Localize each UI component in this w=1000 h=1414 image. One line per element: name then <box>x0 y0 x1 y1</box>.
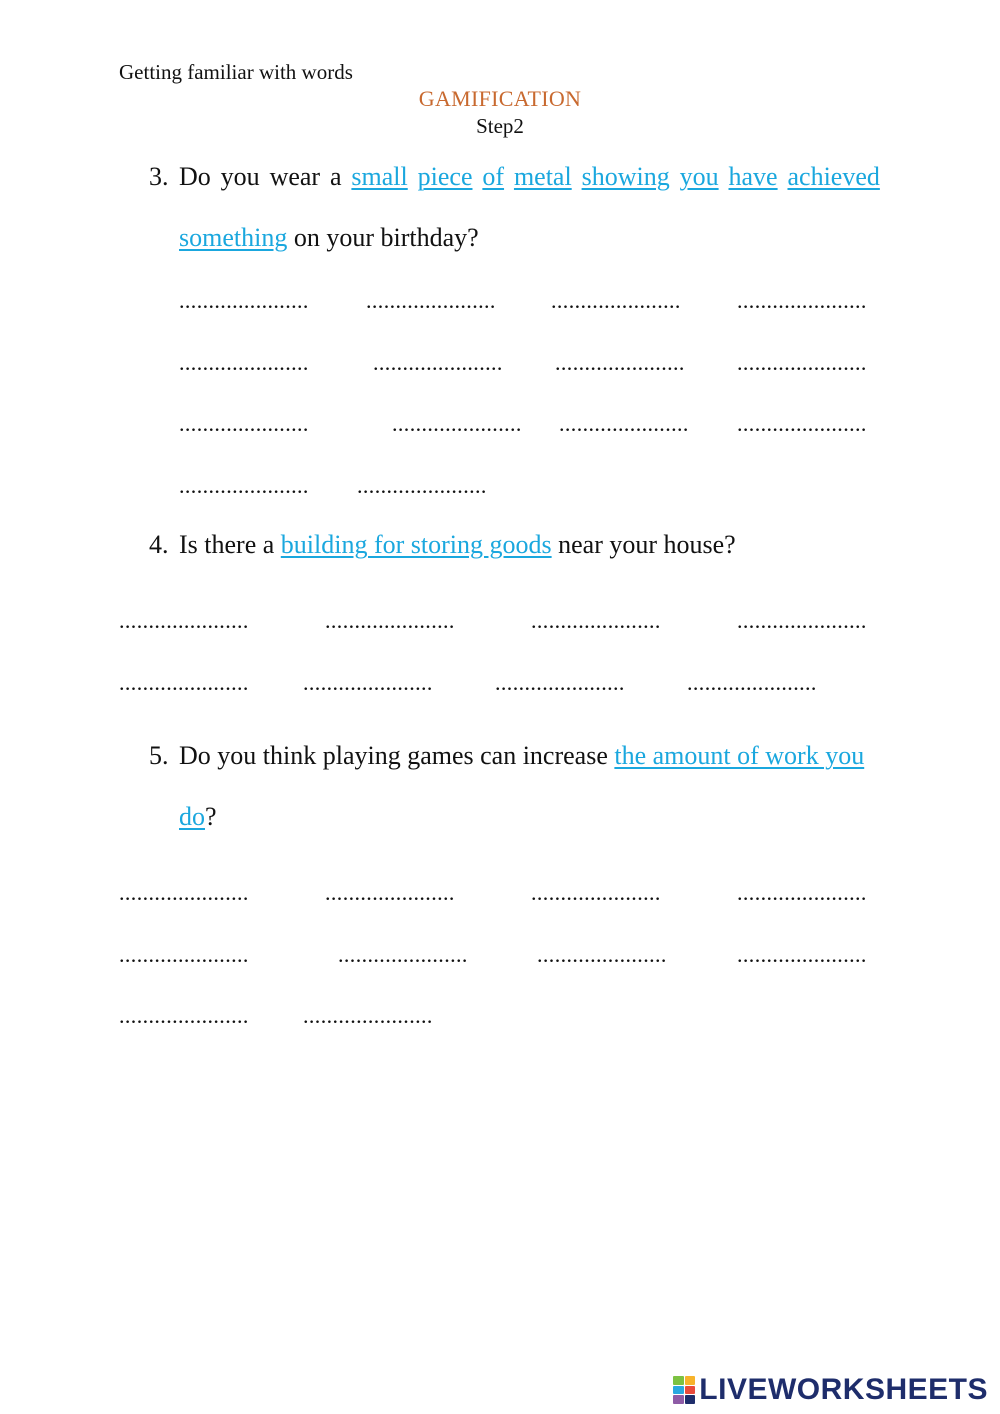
answer-blank[interactable]: ...................... <box>687 670 817 695</box>
answer-blank[interactable]: ...................... <box>737 288 867 313</box>
question-3-link-word[interactable]: you <box>679 162 719 191</box>
question-5-line-1 <box>179 741 864 771</box>
logo-text: LIVEWORKSHEETS <box>699 1373 988 1406</box>
answer-blank[interactable]: ...................... <box>179 411 309 436</box>
question-4-link[interactable]: building for storing goods <box>280 530 552 559</box>
answer-blank[interactable]: ...................... <box>392 411 522 436</box>
question-5-link-end[interactable]: do <box>179 802 205 831</box>
page-subtitle: Step2 <box>476 114 524 138</box>
answer-blank[interactable]: ...................... <box>531 608 661 633</box>
answer-blank[interactable]: ...................... <box>555 350 685 375</box>
question-3-link-word[interactable]: of <box>482 162 505 191</box>
answer-blank[interactable]: ...................... <box>325 880 455 905</box>
answer-blank[interactable]: ...................... <box>119 1003 249 1028</box>
question-5-line-2 <box>179 802 217 832</box>
question-3-text-end: on your birthday? <box>287 223 479 252</box>
question-3-word: a <box>329 162 342 191</box>
answer-blank[interactable]: ...................... <box>119 942 249 967</box>
question-4-text-start: Is there a <box>179 530 281 559</box>
answer-blank[interactable]: ...................... <box>531 880 661 905</box>
question-3-line-2 <box>179 223 479 253</box>
liveworksheets-logo[interactable] <box>673 1372 988 1408</box>
answer-blank[interactable]: ...................... <box>737 411 867 436</box>
question-3-word: you <box>220 162 260 191</box>
answer-blank[interactable]: ...................... <box>179 288 309 313</box>
question-3-link-word[interactable]: have <box>728 162 778 191</box>
answer-blank[interactable]: ...................... <box>325 608 455 633</box>
answer-blank[interactable]: ...................... <box>303 670 433 695</box>
answer-blank[interactable]: ...................... <box>559 411 689 436</box>
answer-blank[interactable]: ...................... <box>737 942 867 967</box>
question-3-link-word[interactable]: piece <box>417 162 473 191</box>
liveworksheets-logo-icon <box>673 1376 695 1404</box>
question-3-word: Do <box>179 162 211 191</box>
answer-blank[interactable]: ...................... <box>737 350 867 375</box>
answer-blank[interactable]: ...................... <box>119 880 249 905</box>
question-3-word: wear <box>269 162 321 191</box>
answer-blank[interactable]: ...................... <box>119 608 249 633</box>
answer-blank[interactable]: ...................... <box>357 473 487 498</box>
question-4-text-end: near your house? <box>551 530 736 559</box>
question-3-link-word[interactable]: achieved <box>787 162 880 191</box>
question-5-number: 5. <box>149 741 169 770</box>
question-4-number: 4. <box>149 530 169 559</box>
answer-blank[interactable]: ...................... <box>338 942 468 967</box>
answer-blank[interactable]: ...................... <box>373 350 503 375</box>
answer-blank[interactable]: ...................... <box>737 608 867 633</box>
answer-blank[interactable]: ...................... <box>303 1003 433 1028</box>
question-3-link-word[interactable]: showing <box>581 162 670 191</box>
question-3-link-end[interactable]: something <box>179 223 288 252</box>
question-5-link[interactable]: the amount of work you <box>614 741 865 770</box>
answer-blank[interactable]: ...................... <box>119 670 249 695</box>
answer-blank[interactable]: ...................... <box>737 880 867 905</box>
answer-blank[interactable]: ...................... <box>551 288 681 313</box>
question-3-number: 3. <box>149 162 169 191</box>
question-5-text-end: ? <box>205 802 217 831</box>
answer-blank[interactable]: ...................... <box>366 288 496 313</box>
question-3-line-1 <box>179 162 880 192</box>
page-title: GAMIFICATION <box>418 86 582 111</box>
question-5-text-start: Do you think playing games can increase <box>179 741 615 770</box>
question-4-text <box>179 530 736 560</box>
question-3-link-word[interactable]: metal <box>513 162 572 191</box>
question-3-link-word[interactable]: small <box>351 162 408 191</box>
answer-blank[interactable]: ...................... <box>495 670 625 695</box>
answer-blank[interactable]: ...................... <box>537 942 667 967</box>
answer-blank[interactable]: ...................... <box>179 350 309 375</box>
header-top-line: Getting familiar with words <box>119 60 353 84</box>
answer-blank[interactable]: ...................... <box>179 473 309 498</box>
